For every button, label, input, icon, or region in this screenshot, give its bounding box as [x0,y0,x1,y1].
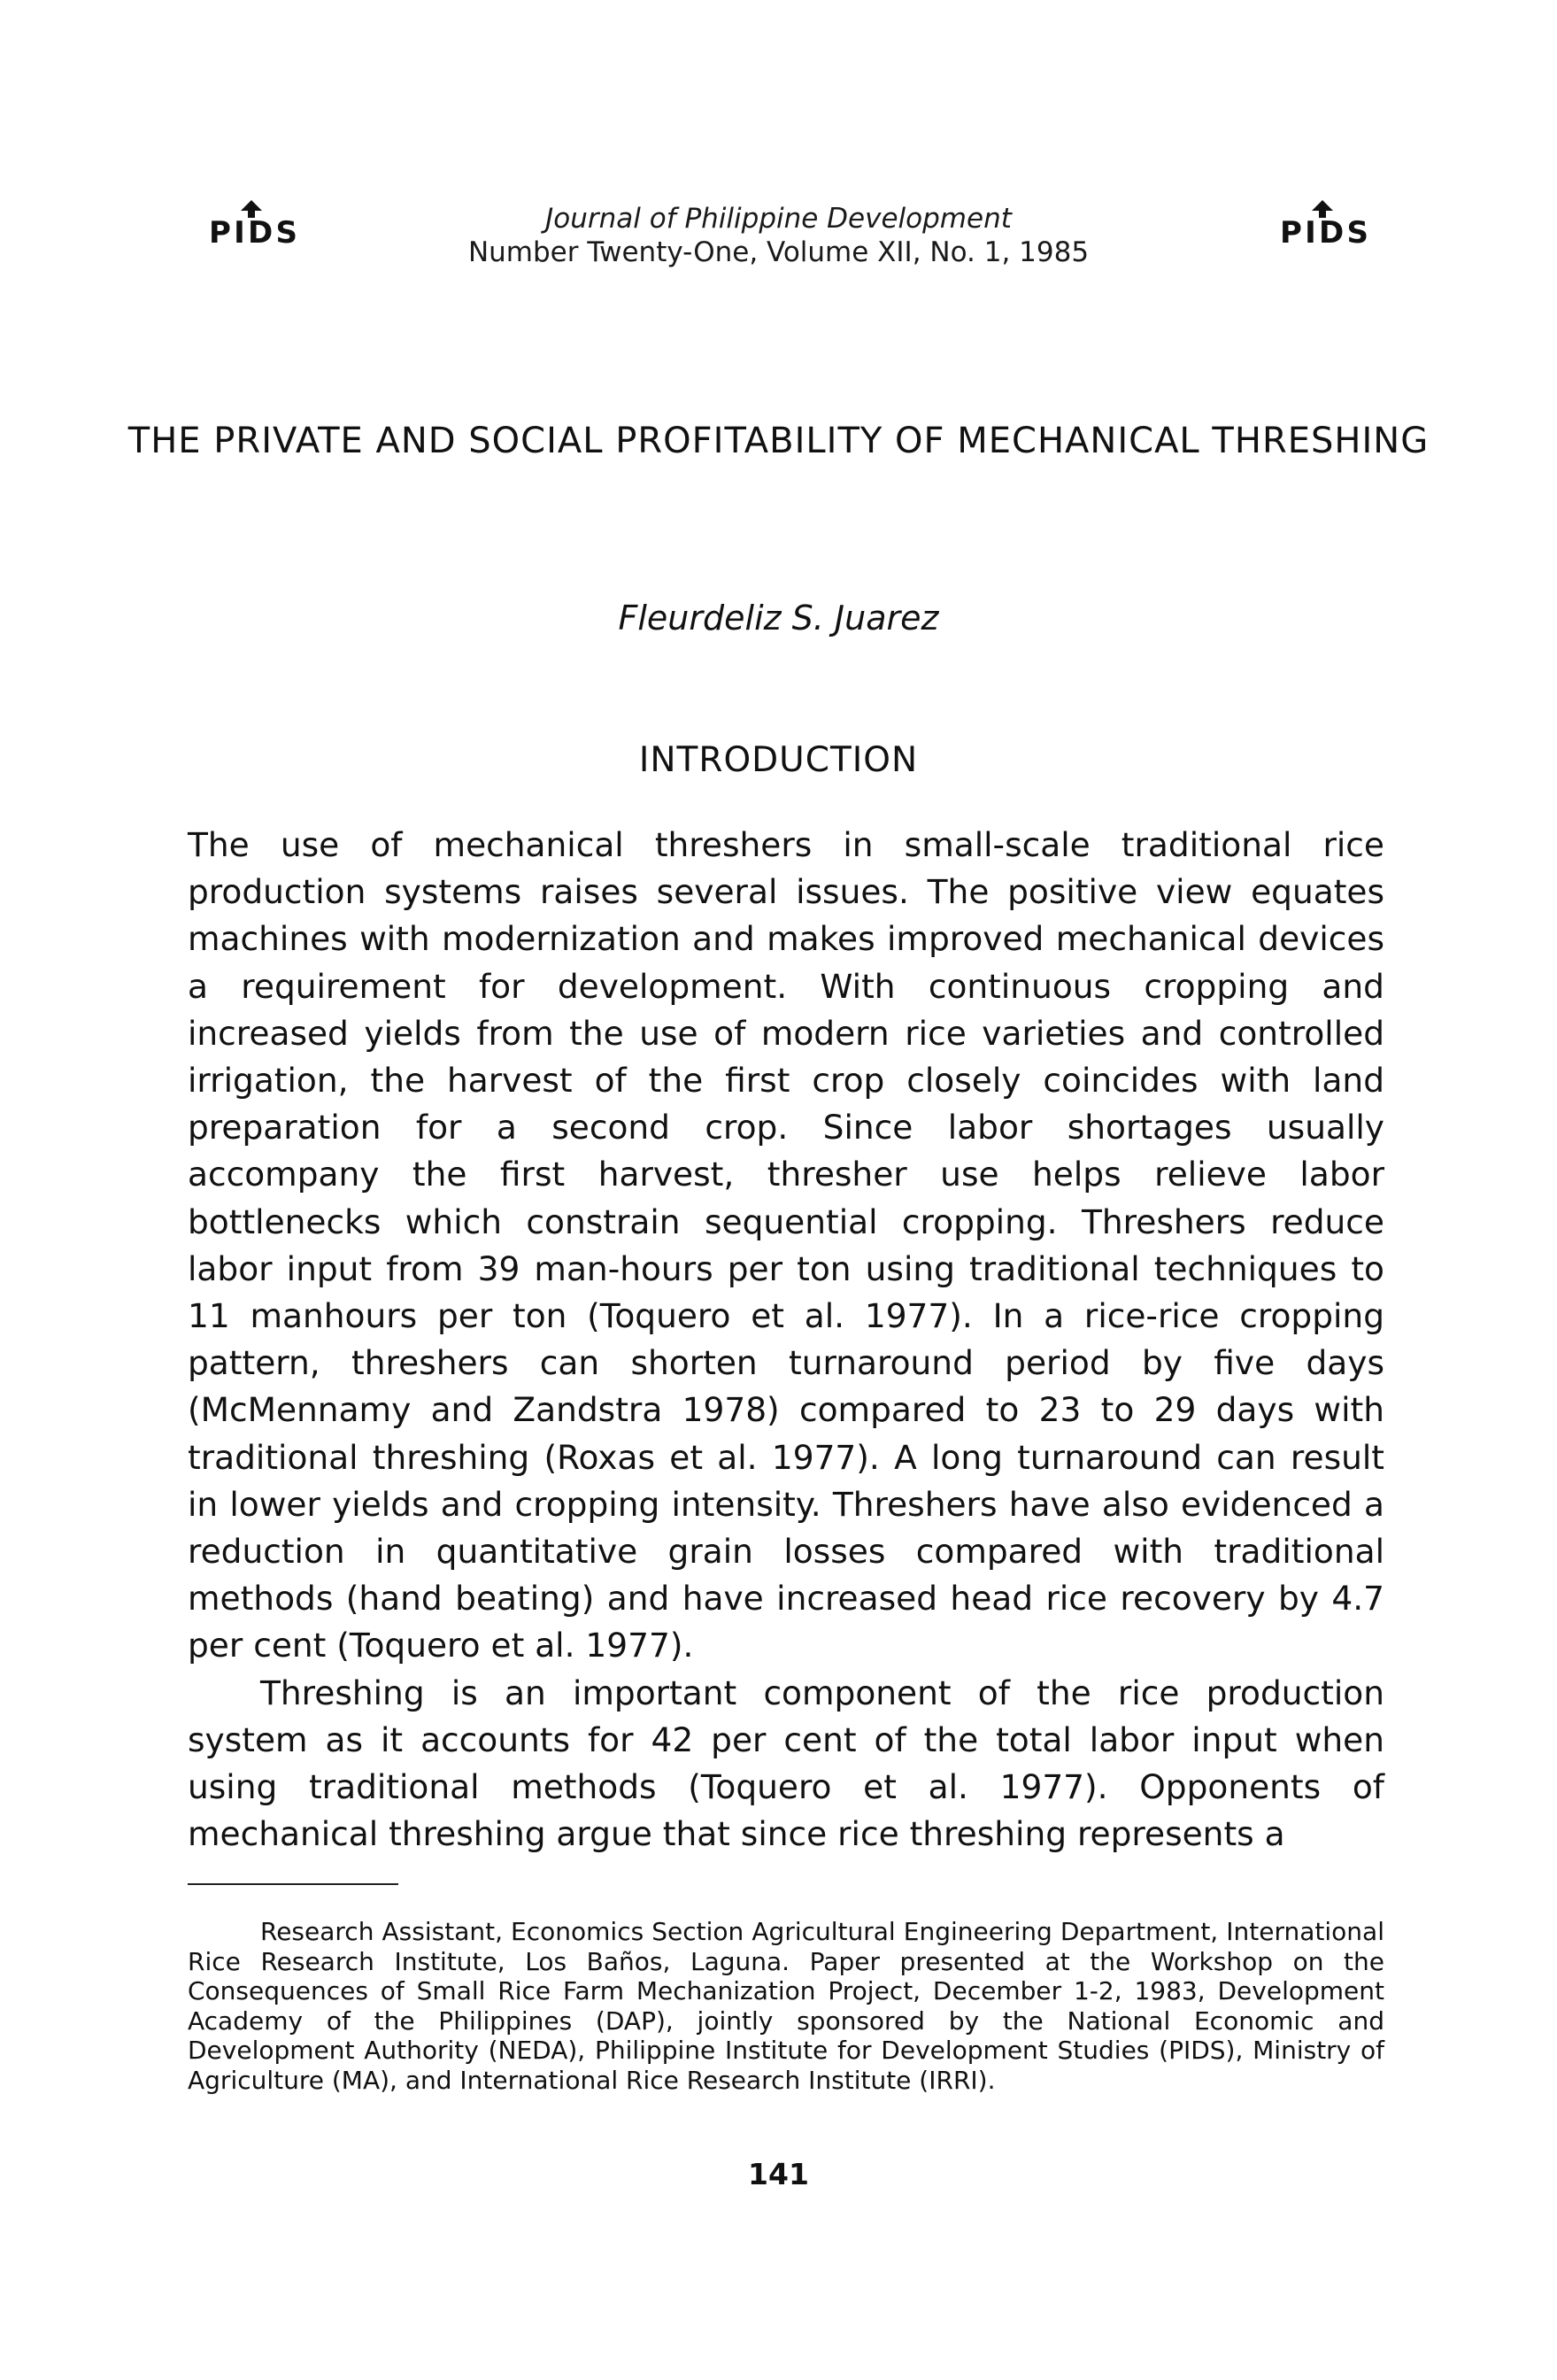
footnote-text: Research Assistant, Economics Section Agricultural Engineering Department, International Rice Research Institute, Los Baños, Laguna. Paper presented at the Workshop on the Consequences of Small Rice Farm Mechanization Project, December 1-2, 1983, Development Academy of the Philippines (DAP), jointly sponsored by the National Economic and Development Authority (NEDA), Philippine Institute for Development Studies (PIDS), Ministry of Agriculture (MA), and International Rice Research Institute (IRRI). [188,1917,1384,2095]
article-title: THE PRIVATE AND SOCIAL PROFITABILITY OF MECHANICAL THRESHING [127,421,1430,461]
paragraph: The use of mechanical threshers in small-scale traditional rice production systems raises several issues. The positive view equates machines with modernization and makes improved mechanical devices a requirement for development. With continuous cropping and increased yields from the use of modern rice varieties and controlled irrigation, the harvest of the first crop closely coincides with land preparation for a second crop. Since labor shortages usually accompany the first harvest, thresher use helps relieve labor bottlenecks which constrain sequential cropping. Threshers reduce labor input from 39 man-hours per ton using traditional techniques to 11 manhours per ton (Toquero et al. 1977). In a rice-rice cropping pattern, threshers can shorten turnaround period by five days (McMennamy and Zandstra 1978) compared to 23 to 29 days with traditional threshing (Roxas et al. 1977). A long turnaround can result in lower yields and cropping intensity. Threshers have also evidenced a reduction in quantitative grain losses compared with traditional methods (hand beating) and have increased head rice recovery by 4.7 per cent (Toquero et al. 1977). [188,825,1384,1665]
journal-issue: Number Twenty-One, Volume XII, No. 1, 1985 [467,236,1090,268]
pids-logo-right [1276,198,1374,248]
footnote-rule [188,1883,398,1885]
article-author: Fleurdeliz S. Juarez [618,599,939,638]
svg-text:PIDS: PIDS [1280,215,1368,248]
section-heading: INTRODUCTION [638,740,919,780]
svg-text:PIDS: PIDS [209,215,297,248]
journal-name: Journal of Philippine Development [545,203,1012,235]
footnote [188,1917,1384,2095]
page-number: 141 [748,2157,809,2191]
article-body [188,822,1384,1858]
paragraph: Threshing is an important component of the rice production system as it accounts for 42 per cent of the total labor input when using traditional methods (Toquero et al. 1977). Opponents of mechanical threshing argue that since rice threshing represents a [188,1673,1384,1854]
